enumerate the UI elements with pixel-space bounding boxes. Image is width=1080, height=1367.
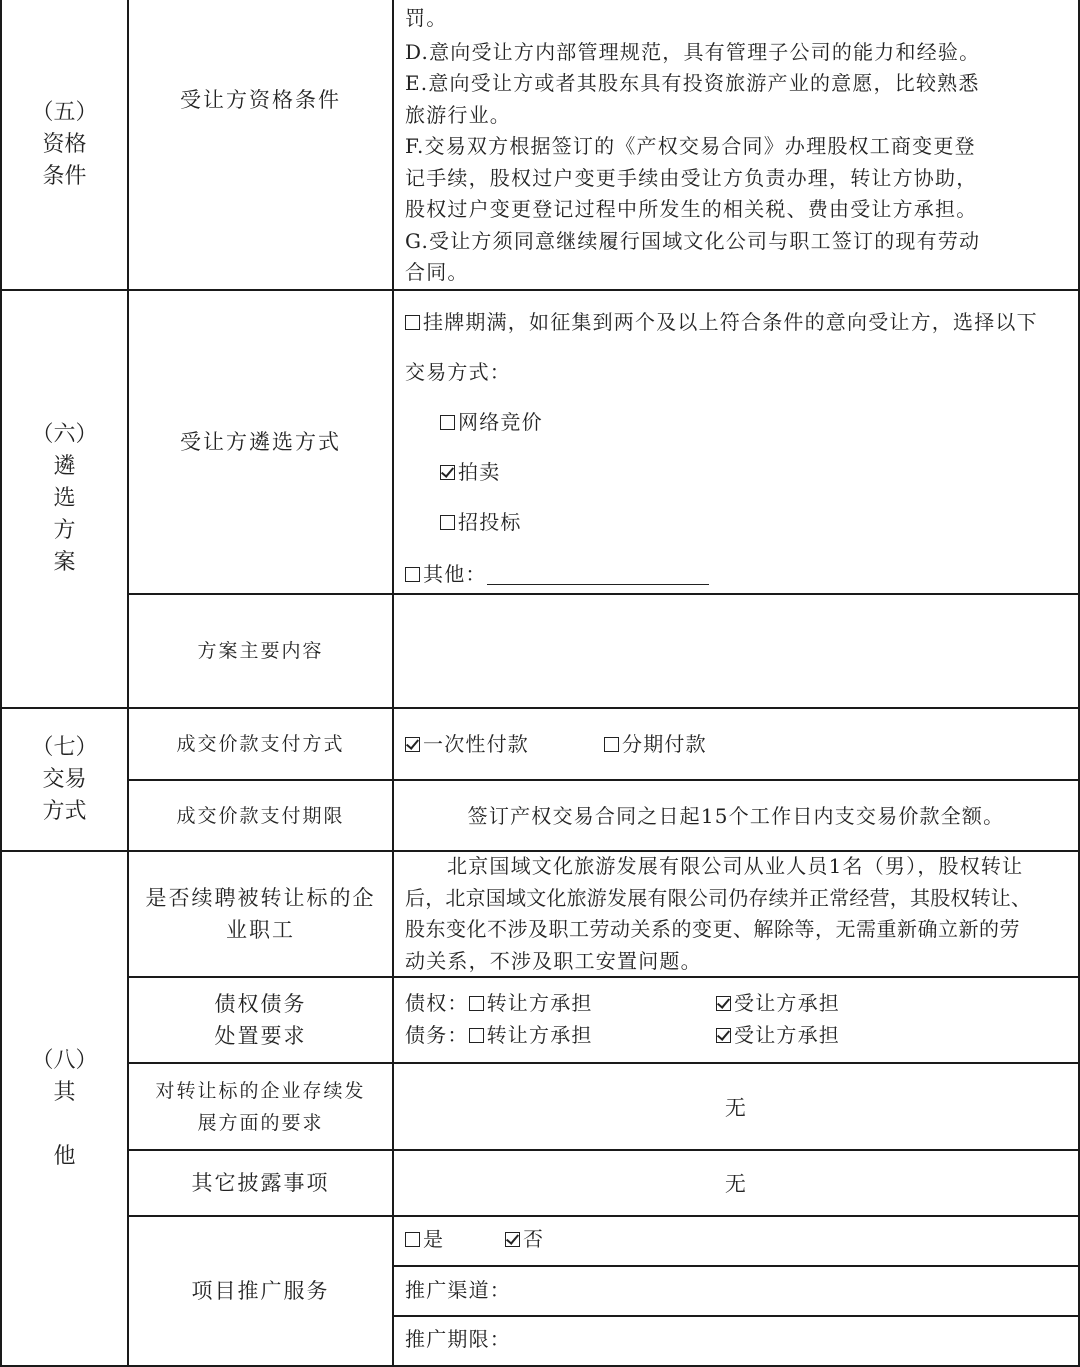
label-debt-line2: 处置要求 — [214, 1024, 307, 1048]
checkbox-promo-yes[interactable] — [405, 1232, 420, 1247]
other-fill-blank[interactable] — [487, 564, 709, 585]
qualification-line: 合同。 — [405, 260, 469, 284]
qualification-line: E.意向受让方或者其股东具有投资旅游产业的意愿，比较熟悉 — [405, 71, 980, 95]
debtor-label: 债务： — [405, 1023, 469, 1047]
checkbox-installment[interactable] — [604, 737, 619, 752]
section6-heading-char: 遴 — [53, 454, 76, 479]
section6-heading-char: 选 — [53, 486, 76, 511]
promo-yes-label: 是 — [423, 1227, 445, 1251]
label-debt-line1: 债权债务 — [214, 992, 307, 1016]
section7-heading-line2: 方式 — [42, 798, 87, 824]
promo-no-label: 否 — [523, 1227, 545, 1251]
option-label: 拍卖 — [458, 460, 501, 484]
section7-heading — [2, 709, 127, 850]
creditor-label: 债权： — [405, 991, 469, 1015]
label-staff-line1: 是否续聘被转让标的企 — [145, 886, 376, 910]
checkbox-debtor-transferee[interactable] — [716, 1028, 731, 1043]
option-label: 招投标 — [458, 510, 522, 534]
payment-lump-sum — [405, 729, 529, 761]
selection-intro-text: 挂牌期满，如征集到两个及以上符合条件的意向受让方，选择以下 — [423, 310, 1038, 334]
border-col2 — [392, 0, 394, 1367]
section6-heading-num: （六） — [31, 422, 98, 447]
option-label: 其他： — [423, 562, 487, 586]
checkbox-auction[interactable] — [440, 465, 455, 480]
payment-installment — [604, 729, 707, 761]
label-debt-disposal — [129, 978, 392, 1062]
checkbox-online-bidding[interactable] — [440, 415, 455, 430]
payment-term-value: 签订产权交易合同之日起15个工作日内支交易价款全额。 — [467, 804, 1005, 828]
other-disclosure-value: 无 — [724, 1172, 748, 1196]
qualification-line: 记手续，股权过户变更手续由受让方负责办理，转让方协助， — [405, 166, 978, 190]
qualification-line: G.受让方须同意继续履行国域文化公司与职工签订的现有劳动 — [405, 229, 981, 253]
section5-heading-line2: 条件 — [42, 163, 87, 189]
debtor-transferee — [716, 1020, 840, 1052]
debtor-row — [405, 1020, 593, 1052]
promo-channel-label: 推广渠道： — [405, 1278, 511, 1302]
section6-heading-char: 案 — [53, 550, 76, 575]
qualification-line: F.交易双方根据签订的《产权交易合同》办理股权工商变更登 — [405, 134, 976, 158]
staff-line: 北京国域文化旅游发展有限公司从业人员1名（男），股权转让 — [447, 854, 1024, 878]
checkbox-listing-expiry[interactable] — [405, 315, 420, 330]
label-selection-method: 受让方遴选方式 — [180, 430, 341, 454]
section5-heading-line1: 资格 — [42, 131, 87, 157]
selection-intro-line1 — [405, 307, 1038, 339]
label-qualification: 受让方资格条件 — [180, 88, 341, 112]
continuation-value: 无 — [724, 1096, 748, 1120]
qualification-line: 股权过户变更登记过程中所发生的相关税、费由受让方承担。 — [405, 197, 978, 221]
section7-heading-num: （七） — [31, 734, 98, 760]
label-staff-line2: 业职工 — [226, 918, 295, 942]
checkbox-creditor-transferee[interactable] — [716, 996, 731, 1011]
section5-heading — [2, 0, 127, 289]
label-plan-content: 方案主要内容 — [197, 640, 324, 662]
label-continue-line2: 展方面的要求 — [197, 1111, 324, 1134]
promo-period-label: 推广期限： — [405, 1327, 511, 1351]
payment-installment-label: 分期付款 — [622, 732, 707, 756]
creditor-transferee-label: 受让方承担 — [734, 991, 840, 1015]
label-payment-method: 成交价款支付方式 — [176, 733, 345, 755]
border-promo-row2 — [392, 1315, 1080, 1317]
checkbox-other[interactable] — [405, 567, 420, 582]
checkbox-lump-sum[interactable] — [405, 737, 420, 752]
checkbox-tender[interactable] — [440, 515, 455, 530]
selection-intro-line2: 交易方式： — [405, 360, 511, 384]
option-label: 网络竞价 — [458, 410, 543, 434]
option-tender — [440, 507, 522, 539]
label-continue-line1: 对转让标的企业存续发 — [155, 1079, 366, 1102]
creditor-transferor-label: 转让方承担 — [486, 991, 593, 1015]
qualification-line: 罚。 — [405, 6, 448, 30]
promo-yes — [405, 1224, 444, 1256]
label-payment-term: 成交价款支付期限 — [176, 804, 345, 827]
label-continuation-requirements — [129, 1064, 392, 1149]
promo-no — [505, 1224, 544, 1256]
label-other-disclosure: 其它披露事项 — [191, 1171, 330, 1195]
creditor-transferee — [716, 988, 840, 1020]
debtor-transferee-label: 受让方承担 — [734, 1023, 840, 1047]
label-staff-retention — [129, 852, 392, 976]
checkbox-debtor-transferor[interactable] — [469, 1028, 484, 1043]
section6-heading-char: 方 — [53, 518, 76, 543]
section6-heading — [2, 291, 127, 707]
staff-line: 后，北京国域文化旅游发展有限公司仍存续并正常经营，其股权转让、 — [405, 886, 1032, 910]
section5-heading-num: （五） — [31, 99, 98, 125]
staff-line: 股东变化不涉及职工劳动关系的变更、解除等，无需重新确立新的劳 — [405, 917, 1020, 941]
qualification-line: D.意向受让方内部管理规范，具有管理子公司的能力和经验。 — [405, 40, 981, 64]
option-other — [405, 559, 709, 591]
option-auction — [440, 457, 500, 489]
payment-lump-sum-label: 一次性付款 — [423, 732, 529, 756]
section8-heading-line2: 他 — [53, 1143, 76, 1169]
creditor-row — [405, 988, 593, 1020]
debtor-transferor-label: 转让方承担 — [486, 1023, 593, 1047]
checkbox-promo-no[interactable] — [505, 1232, 520, 1247]
label-promotion-service: 项目推广服务 — [191, 1279, 330, 1303]
section8-heading-line1: 其 — [53, 1079, 76, 1105]
section7-heading-line1: 交易 — [42, 766, 87, 792]
checkbox-creditor-transferor[interactable] — [469, 996, 484, 1011]
section8-heading-num: （八） — [31, 1047, 98, 1073]
qualification-line: 旅游行业。 — [405, 103, 511, 127]
border-promo-row1 — [392, 1265, 1080, 1267]
staff-line: 动关系，不涉及职工安置问题。 — [405, 949, 702, 973]
option-online-bidding — [440, 407, 543, 439]
section8-heading — [2, 852, 127, 1365]
